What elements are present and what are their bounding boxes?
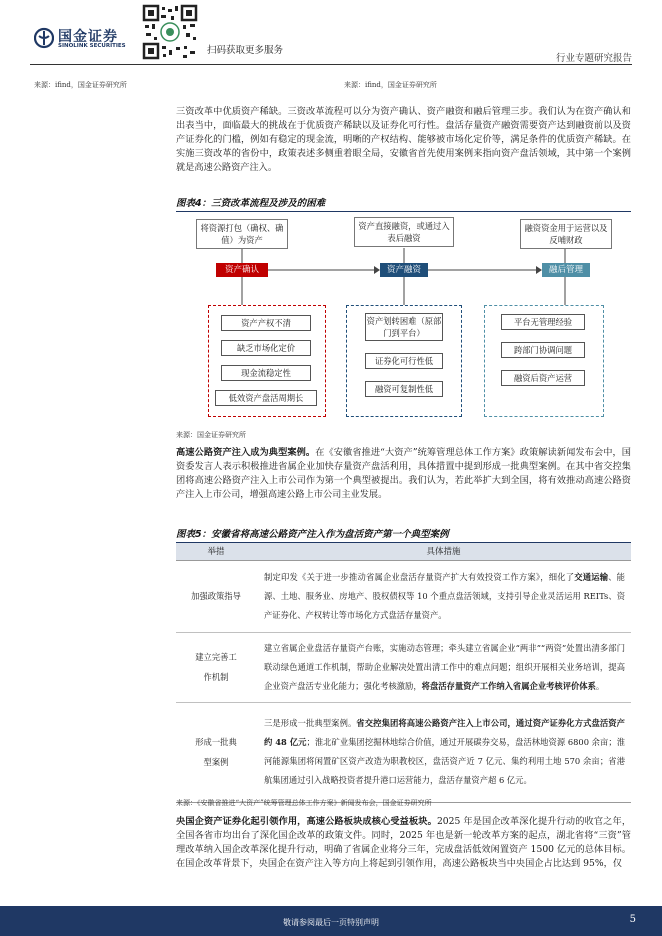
measure-name: 形成一批典型案例 xyxy=(176,702,256,802)
top-box-confirm: 将资源打包（确权、确值）为资产 xyxy=(196,219,288,249)
difficulty-item: 现金流稳定性 xyxy=(221,365,311,381)
measure-name: 加强政策指导 xyxy=(176,560,256,632)
table-header-row xyxy=(176,543,631,560)
difficulty-item: 跨部门协调问题 xyxy=(501,342,585,358)
column-header-detail: 具体措施 xyxy=(256,543,631,560)
difficulty-item: 资产产权不清 xyxy=(221,315,311,331)
difficulty-item: 平台无管理经验 xyxy=(501,314,585,330)
paragraph-highway-case xyxy=(176,446,631,502)
difficulty-item: 低效资产盘活周期长 xyxy=(215,390,317,406)
difficulty-item: 融资后资产运营 xyxy=(501,370,585,386)
company-logo xyxy=(34,26,154,52)
difficulty-item: 缺乏市场化定价 xyxy=(221,340,311,356)
figure4-diagram xyxy=(176,213,631,425)
paragraph-body: 在《安徽省推进“大资产”统筹管理总体工作方案》政策解读新闻发布会中，国资委发言人表示积极推进省属企业加快存量资产盘活利用，具体措置中提到形成一批典型案例。在其中省交控集团将高速公路资产注入上市公司作为第一个典型被提出。我们认为，若此举扩大到全国，将有效推动高速公路资产注入上市公司，增强高速公路上市公司主业发展。 xyxy=(176,447,631,501)
figure5-source: 来源：《安徽省推进“大资产”统筹管理总体工作方案》新闻发布会，国金证券研究所 xyxy=(176,799,432,807)
table-row xyxy=(176,560,631,632)
table-row xyxy=(176,702,631,802)
measure-detail: 三是形成一批典型案例。省交控集团将高速公路资产注入上市公司，通过资产证券化方式盘活资产约 48 亿元；淮北矿业集团挖掘林地综合价值，通过开展碳券交易，盘活林地资源 6800 余亩；淮河能源集团将闲置矿区资产改造为职教校区，盘活资产近 7 亿元、集约利用土地 570 余亩；省港航集团通过引入战略投资者提升港口运营能力，盘活存量资产超 6 亿元。 xyxy=(256,702,631,802)
paragraph-lead: 高速公路资产注入成为典型案例。 xyxy=(176,447,316,458)
figure5-table xyxy=(176,543,631,803)
page-number: 5 xyxy=(629,914,636,925)
source-note-left: 来源：ifind，国金证券研究所 xyxy=(34,81,127,89)
difficulty-item: 融资可复制性低 xyxy=(365,381,443,397)
logo-chinese-name: 国金证券 xyxy=(58,29,118,45)
logo-mark-icon xyxy=(34,27,54,49)
paragraph-lead: 央国企资产证券化起引领作用，高速公路板块成核心受益板块。 xyxy=(176,816,437,827)
report-type: 行业专题研究报告 xyxy=(555,53,632,64)
stage-asset-finance: 资产融资 xyxy=(380,263,428,277)
figure5-title: 图表5：安徽省将高速公路资产注入作为盘活资产第一个典型案例 xyxy=(176,526,631,543)
table-row xyxy=(176,632,631,702)
difficulty-item: 证券化可行性低 xyxy=(365,353,443,369)
page-footer xyxy=(0,906,662,936)
figure4-source: 来源：国金证券研究所 xyxy=(176,431,246,439)
difficulty-group-confirm xyxy=(208,305,326,417)
paragraph-asset-scarcity: 三资改革中优质资产稀缺。三资改革流程可以分为资产确认、资产融资和融后管理三步。我们认为在资产确认和出表当中，面临最大的挑战在于优质资产稀缺以及证券化可行性。盘活存量资产融资需要资产达到融资前以及资产证券化的门槛，例如有稳定的现金流，明晰的产权结构、能够被市场化定价等，满足条件的优质资产稀缺。在实施三资改革的省份中，政策表述多侧重着眼全局，安徽省首先使用案例来指向资产盘活领域，其中第一个案例就是高速公路资产注入。 xyxy=(176,106,631,174)
source-note-right: 来源：ifind，国金证券研究所 xyxy=(344,81,437,89)
top-box-finance: 资产直接融资，或通过入表后融资 xyxy=(354,217,454,247)
column-header-measure: 举措 xyxy=(176,543,256,560)
measure-detail: 制定印发《关于进一步推动省属企业盘活存量资产扩大有效投资工作方案》，细化了交通运输、能源、土地、服务业、房地产、股权债权等 10 个重点盘活领域，支持引导企业灵活运用 REITs、资产证券化、产权转让等市场化方式盘活存量资产。 xyxy=(256,560,631,632)
header-divider xyxy=(30,64,632,65)
figure4-title: 图表4：三资改革流程及涉及的困难 xyxy=(176,195,631,212)
footer-disclaimer[interactable]: 敬请参阅最后一页特别声明 xyxy=(283,918,379,927)
measure-detail: 建立省属企业盘活存量资产台账，实施动态管理；牵头建立省属企业“两非”“两资”处置出清多部门联动绿色通道工作机制，帮助企业解决处置出清工作中的难点问题；组织开展相关业务培训，提高企业资产盘活专业化能力；强化考核激励，将盘活存量资产工作纳入省属企业考核评价体系。 xyxy=(256,632,631,702)
difficulty-group-manage xyxy=(484,305,604,417)
difficulty-group-finance xyxy=(346,305,462,417)
page-header xyxy=(0,0,662,68)
stage-asset-confirm: 资产确认 xyxy=(216,263,268,277)
paragraph-body: 2025 年是国企改革深化提升行动的收官之年，全国各省市均出台了深化国企改革的政策文件。同时，2025 年也是新一轮改革方案的起点，湖北省将“三资”管理改革纳入国企改革深化提升行动，明确了省属企业将分三年，完成盘活低效闲置资产 1500 亿元的总体目标。在国企改革背景下，央国企在资产注入等方向上将起到引领作用，高速公路板块当中央国企占比达到 95%，仅 xyxy=(176,816,632,870)
qr-code-icon[interactable] xyxy=(142,4,198,60)
top-box-manage: 融资资金用于运营以及反哺财政 xyxy=(520,219,612,249)
difficulty-item: 资产划转困难（原部门到平台） xyxy=(365,313,443,341)
stage-post-finance-manage: 融后管理 xyxy=(542,263,590,277)
measure-name: 建立完善工作机制 xyxy=(176,632,256,702)
paragraph-soe-securitization xyxy=(176,815,631,871)
logo-english-name: SINOLINK SECURITIES xyxy=(58,43,126,49)
qr-caption: 扫码获取更多服务 xyxy=(207,45,284,56)
